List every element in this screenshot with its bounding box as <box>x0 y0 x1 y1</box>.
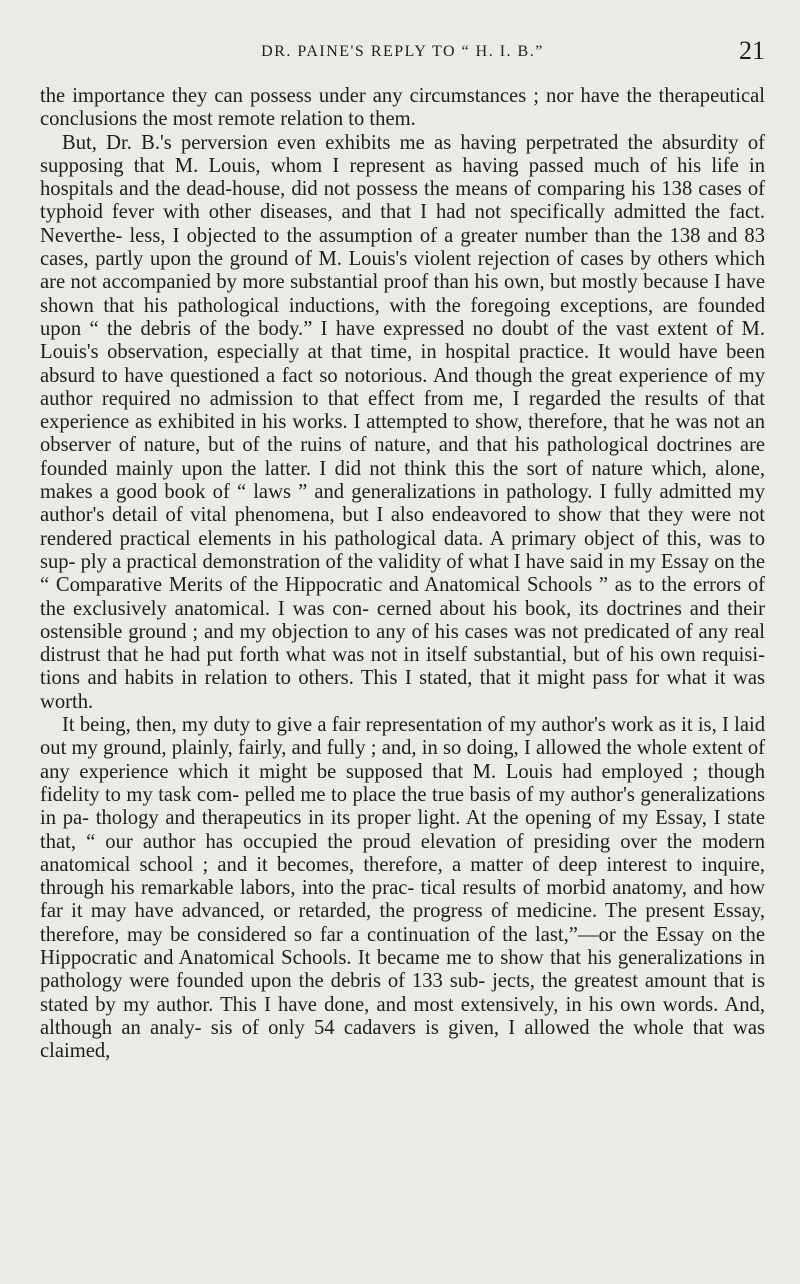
running-title: DR. PAINE'S REPLY TO “ H. I. B.” <box>261 43 544 60</box>
paragraph-1: the importance they can possess under any circumstances ; nor have the therapeutical conclusions the most remote relation to them. <box>40 85 765 131</box>
page-number: 21 <box>739 36 765 65</box>
running-header <box>40 36 765 66</box>
paragraph-3: It being, then, my duty to give a fair representation of my author's work as it is, I laid out my ground, plainly, fairly, and fully ; and, in so doing, I allowed the whole extent of any experience which it might be supposed that M. Louis had employed ; though fidelity to my task com- pelled me to place the true basis of my author's generalizations in pa- thology and therapeutics in its proper light. At the opening of my Essay, I state that, “ our author has occupied the proud elevation of presiding over the modern anatomical school ; and it becomes, therefore, a matter of deep interest to inquire, through his remarkable labors, into the prac- tical results of morbid anatomy, and how far it may have advanced, or retarded, the progress of medicine. The present Essay, therefore, may be considered so far a continuation of the last,”—or the Essay on the Hippocratic and Anatomical Schools. It became me to show that his generalizations in pathology were founded upon the debris of 133 sub- jects, the greatest amount that is stated by my author. This I have done, and most extensively, in his own words. And, although an analy- sis of only 54 cadavers is given, I allowed the whole that was claimed, <box>40 714 765 1063</box>
body-text <box>40 85 765 1063</box>
paragraph-2: But, Dr. B.'s perversion even exhibits me as having perpetrated the absurdity of supposing that M. Louis, whom I represent as having passed much of his life in hospitals and the dead-house, did not possess the means of comparing his 138 cases of typhoid fever with other diseases, and that I had not specifically admitted the fact. Neverthe- less, I objected to the assumption of a greater number than the 138 and 83 cases, partly upon the ground of M. Louis's violent rejection of cases by others which are not accompanied by more substantial proof than his own, but mostly because I have shown that his pathological inductions, with the foregoing exceptions, are founded upon “ the debris of the body.” I have expressed no doubt of the vast extent of M. Louis's observation, especially at that time, in hospital practice. It would have been absurd to have questioned a fact so notorious. And though the great experience of my author required no admission to that effect from me, I regarded the results of that experience as exhibited in his works. I attempted to show, therefore, that he was not an observer of nature, but of the ruins of nature, and that his pathological doctrines are founded mainly upon the latter. I did not think this the sort of nature which, alone, makes a good book of “ laws ” and generalizations in pathology. I fully admitted my author's detail of vital phenomena, but I also endeavored to show that they were not rendered practical elements in his pathological data. A primary object of this, was to sup- ply a practical demonstration of the validity of what I have said in my Essay on the “ Comparative Merits of the Hippocratic and Anatomical Schools ” as to the errors of the exclusively anatomical. I was con- cerned about his book, its doctrines and their ostensible ground ; and my objection to any of his cases was not predicated of any real distrust that he had put forth what was not in itself substantial, but of his own requisi- tions and habits in relation to others. This I stated, that it might pass for what it was worth. <box>40 131 765 713</box>
